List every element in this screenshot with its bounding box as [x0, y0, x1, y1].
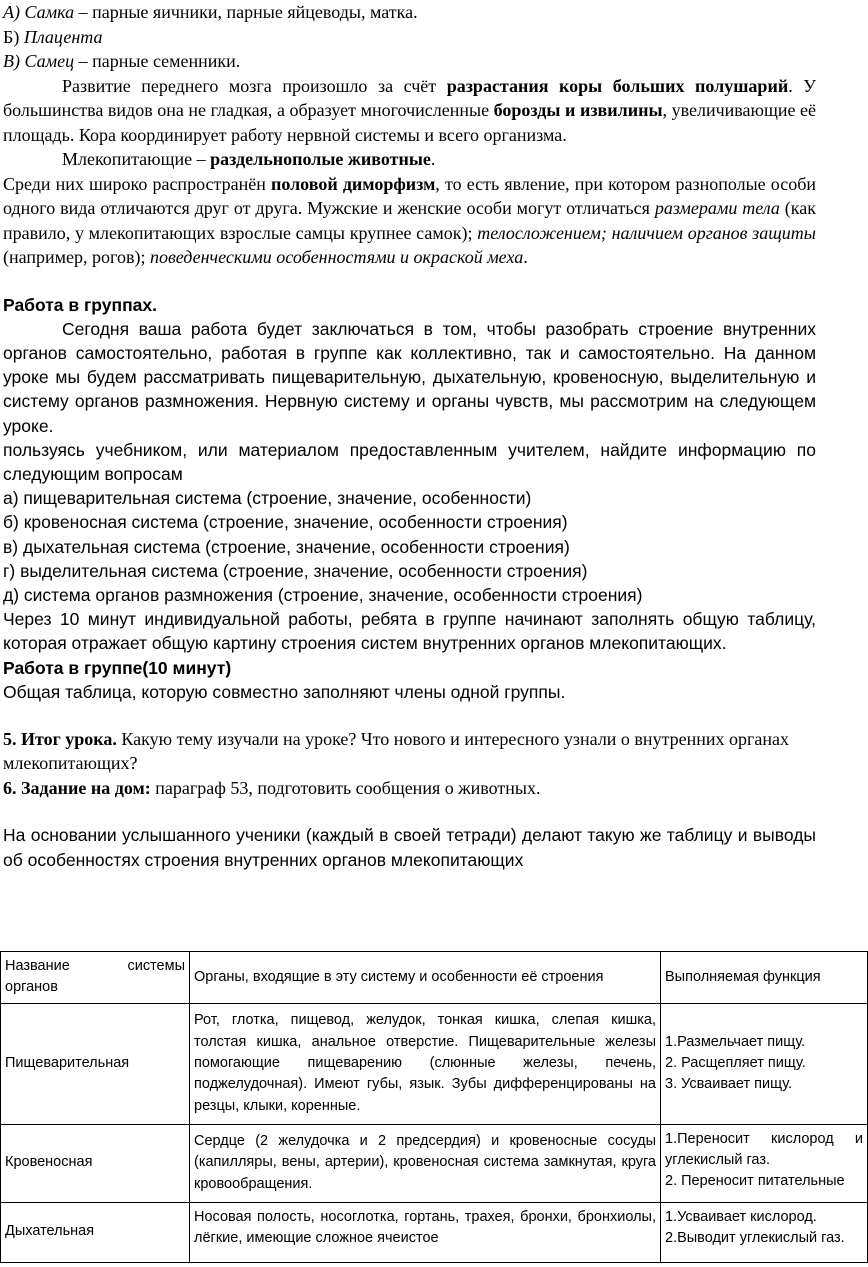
- placenta-label: Плацента: [23, 26, 103, 47]
- intro-female-line: А) Самка – парные яичники, парные яйцеводы, матка.: [3, 2, 418, 22]
- function-item: 1.Усваивает кислород.: [665, 1208, 817, 1225]
- function-item: 3. Усваивает пищу.: [665, 1076, 793, 1093]
- function-item: 1.Переносит кислород и углекислый газ.: [665, 1130, 863, 1168]
- system-name: Дыхательная: [1, 1202, 190, 1262]
- group-work-paragraph: Сегодня ваша работа будет заключаться в том, чтобы разобрать строение внутренних органов самостоятельно, работая в группе как коллективно, так и самостоятельно. На данном уроке мы будем рассматривать пищеварительную, дыхательную, кровеносную, выделительную и систему органов размножения. Нервную систему и органы чувств, мы рассмотрим на следующем уроке.: [3, 318, 816, 436]
- homework: 6. Задание на дом: параграф 53, подготовить сообщения о животных.: [3, 777, 541, 798]
- table-row: [1, 1202, 868, 1262]
- function-item: 1.Размельчает пищу.: [665, 1033, 806, 1050]
- female-label: А) Самка: [3, 2, 75, 22]
- common-table-note: Общая таблица, которую совместно заполняют члены одной группы.: [3, 681, 566, 702]
- intro-placenta-line: Б) Плацента: [3, 26, 103, 47]
- system-functions: [661, 1003, 868, 1124]
- header-organs: Органы, входящие в эту систему и особенности её строения: [190, 952, 661, 1004]
- sex-paragraph: Млекопитающие – раздельнополые животные.: [62, 149, 436, 169]
- question-item: в) дыхательная система (строение, значение, особенности строения): [3, 536, 570, 557]
- question-item: д) система органов размножения (строение, значение, особенности строения): [3, 584, 643, 605]
- individual-work-paragraph: Через 10 минут индивидуальной работы, ребята в группе начинают заполнять общую таблицу, которая отражает общую картину строения систем внутренних органов млекопитающих.: [3, 609, 816, 654]
- table-intro: На основании услышанного ученики (каждый в своей тетради) делают такую же таблицу и выводы об особенностях строения внутренних органов млекопитающих: [3, 825, 816, 870]
- intro-male-line: В) Самец – парные семенники.: [3, 51, 241, 71]
- header-system-name: Название системы органов: [1, 952, 190, 1004]
- group-work-section: [3, 293, 816, 704]
- system-name: Пищеварительная: [1, 1003, 190, 1124]
- system-functions: [661, 1202, 868, 1262]
- instructions-paragraph: пользуясь учебником, или материалом предоставленным учителем, найдите информацию по следующим вопросам: [3, 439, 816, 484]
- system-organs: Рот, глотка, пищевод, желудок, тонкая кишка, слепая кишка, толстая кишка, анальное отверстие. Пищеварительные железы помогающие пищеварению (слюнные железы, печень, поджелудочная). Имеют губы, язык. Зубы дифференцированы на резцы, клыки, коренные.: [190, 1003, 661, 1124]
- system-organs: Сердце (2 желудочка и 2 предсердия) и кровеносные сосуды (капилляры, вены, артерии), кровеносная система замкнутая, круга кровообращения.: [190, 1124, 661, 1202]
- male-label: В) Самец: [3, 51, 75, 71]
- question-item: б) кровеносная система (строение, значение, особенности строения): [3, 512, 568, 533]
- question-item: а) пищеварительная система (строение, значение, особенности): [3, 488, 532, 509]
- dimorphism-paragraph: Среди них широко распространён половой диморфизм, то есть явление, при котором разнополые особи одного вида отличаются друг от друга. Мужские и женские особи могут отличаться размерами тела (как правило, у млекопитающих взрослые самцы крупнее самок); телосложением; наличием органов защиты (например, рогов); поведенческими особенностями и окраской меха.: [3, 173, 817, 267]
- system-organs: Носовая полость, носоглотка, гортань, трахея, бронхи, бронхиолы, лёгкие, имеющие сложное ячеистое: [190, 1202, 661, 1262]
- group-work-heading: Работа в группах.: [3, 294, 157, 315]
- system-name: Кровеносная: [1, 1124, 190, 1202]
- brain-paragraph: Развитие переднего мозга произошло за счёт разрастания коры больших полушарий. У большинства видов она не гладкая, а образует многочисленные борозды и извилины, увеличивающие её площадь. Кора координирует работу нервной системы и всего организма.: [3, 75, 816, 145]
- system-functions: [661, 1124, 868, 1202]
- group-work-heading-2: Работа в группе(10 минут): [3, 657, 232, 678]
- header-function: Выполняемая функция: [661, 952, 868, 1004]
- table-row: [1, 1003, 868, 1124]
- function-item: 2.Выводит углекислый газ.: [665, 1229, 845, 1246]
- organ-systems-table: [0, 951, 868, 1263]
- question-item: г) выделительная система (строение, значение, особенности строения): [3, 560, 588, 581]
- function-item: 2. Расщепляет пищу.: [665, 1054, 806, 1071]
- function-item: 2. Переносит питательные: [665, 1173, 845, 1190]
- table-header-row: [1, 952, 868, 1004]
- table-row: [1, 1124, 868, 1202]
- lesson-summary: 5. Итог урока. Какую тему изучали на уроке? Что нового и интересного узнали о внутренних органах млекопитающих?: [3, 728, 790, 774]
